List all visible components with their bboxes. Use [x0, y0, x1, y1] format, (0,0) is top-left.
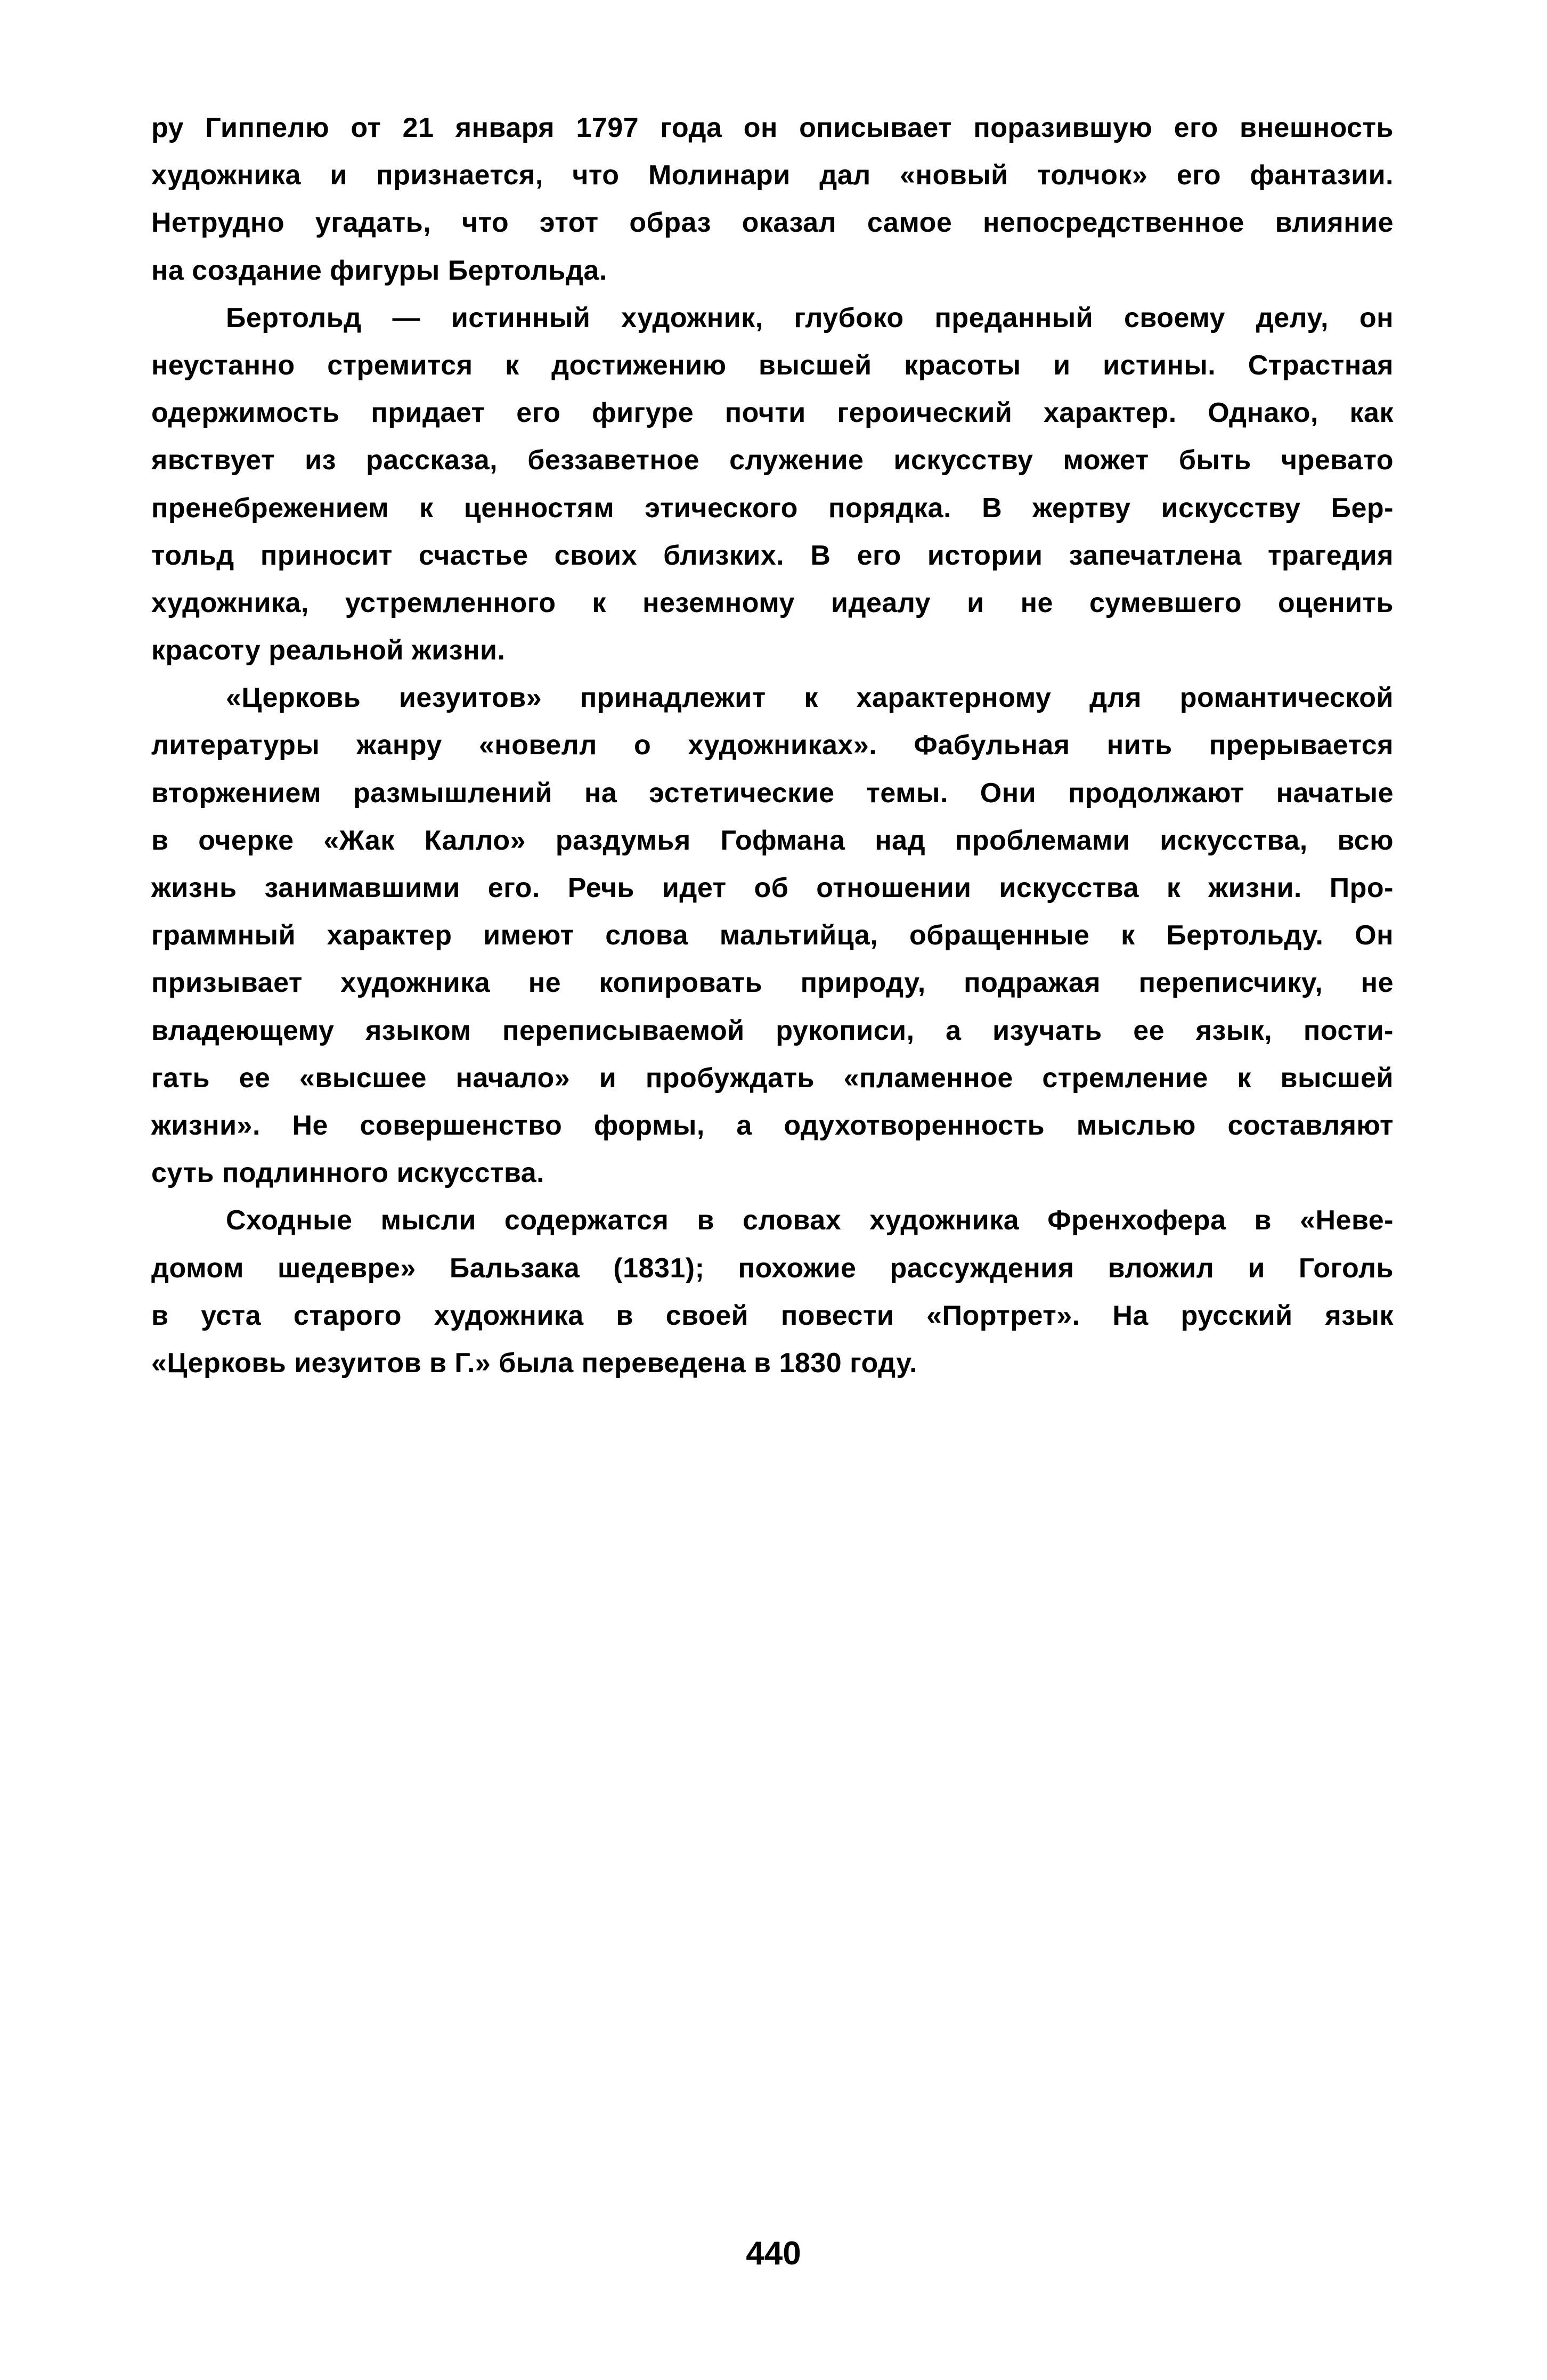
body-text [151, 104, 1394, 1387]
text-line: Нетрудно угадать, что этот образ оказал самое непосредственное влияние [151, 207, 1394, 239]
text-line: в очерке «Жак Калло» раздумья Гофмана над проблемами искусства, всю [151, 825, 1394, 856]
text-line: явствует из рассказа, беззаветное служение искусству может быть чревато [151, 445, 1394, 476]
text-line: гать ее «высшее начало» и пробуждать «пламенное стремление к высшей [151, 1062, 1394, 1094]
text-line: владеющему языком переписываемой рукописи, а изучать ее язык, пости- [151, 1015, 1394, 1046]
paragraph [151, 295, 1394, 675]
paragraph [151, 674, 1394, 1197]
text-line: красоту реальной жизни. [151, 635, 506, 666]
page-number: 440 [746, 2235, 801, 2272]
paragraph [151, 104, 1394, 295]
text-line: в уста старого художника в своей повести «Портрет». На русский язык [151, 1300, 1394, 1331]
paragraph [151, 1197, 1394, 1387]
text-line: призывает художника не копировать природу, подражая переписчику, не [151, 967, 1394, 999]
text-line: одержимость придает его фигуре почти героический характер. Однако, как [151, 397, 1394, 429]
text-line: Сходные мысли содержатся в словах художника Френхофера в «Неве- [226, 1205, 1394, 1236]
text-line: литературы жанру «новелл о художниках». Фабульная нить прерывается [151, 730, 1394, 761]
text-line: Бертольд — истинный художник, глубоко преданный своему делу, он [226, 302, 1394, 333]
text-line: на создание фигуры Бертольда. [151, 255, 607, 286]
text-line: неустанно стремится к достижению высшей красоты и истины. Страстная [151, 349, 1394, 381]
text-line: домом шедевре» Бальзака (1831); похожие рассуждения вложил и Гоголь [151, 1252, 1394, 1284]
text-line: жизнь занимавшими его. Речь идет об отношении искусства к жизни. Про- [151, 873, 1394, 903]
text-line: жизни». Не совершенство формы, а одухотворенность мыслью составляют [151, 1110, 1394, 1141]
text-line: вторжением размышлений на эстетические темы. Они продолжают начатые [151, 777, 1394, 809]
text-line: граммный характер имеют слова мальтийца, обращенные к Бертольду. Он [151, 920, 1394, 951]
text-line: «Церковь иезуитов» принадлежит к характерному для романтической [226, 682, 1394, 714]
text-line: пренебрежением к ценностям этического порядка. В жертву искусству Бер- [151, 492, 1394, 524]
text-line: «Церковь иезуитов в Г.» была переведена в 1830 году. [151, 1347, 918, 1379]
text-line: ру Гиппелю от 21 января 1797 года он описывает поразившую его внешность [151, 112, 1394, 143]
text-line: суть подлинного искусства. [151, 1158, 545, 1189]
text-line: тольд приносит счастье своих близких. В его истории запечатлена трагедия [151, 540, 1394, 571]
text-line: художника, устремленного к неземному идеалу и не сумевшего оценить [151, 587, 1394, 618]
text-line: художника и признается, что Молинари дал «новый толчок» его фантазии. [151, 160, 1394, 191]
